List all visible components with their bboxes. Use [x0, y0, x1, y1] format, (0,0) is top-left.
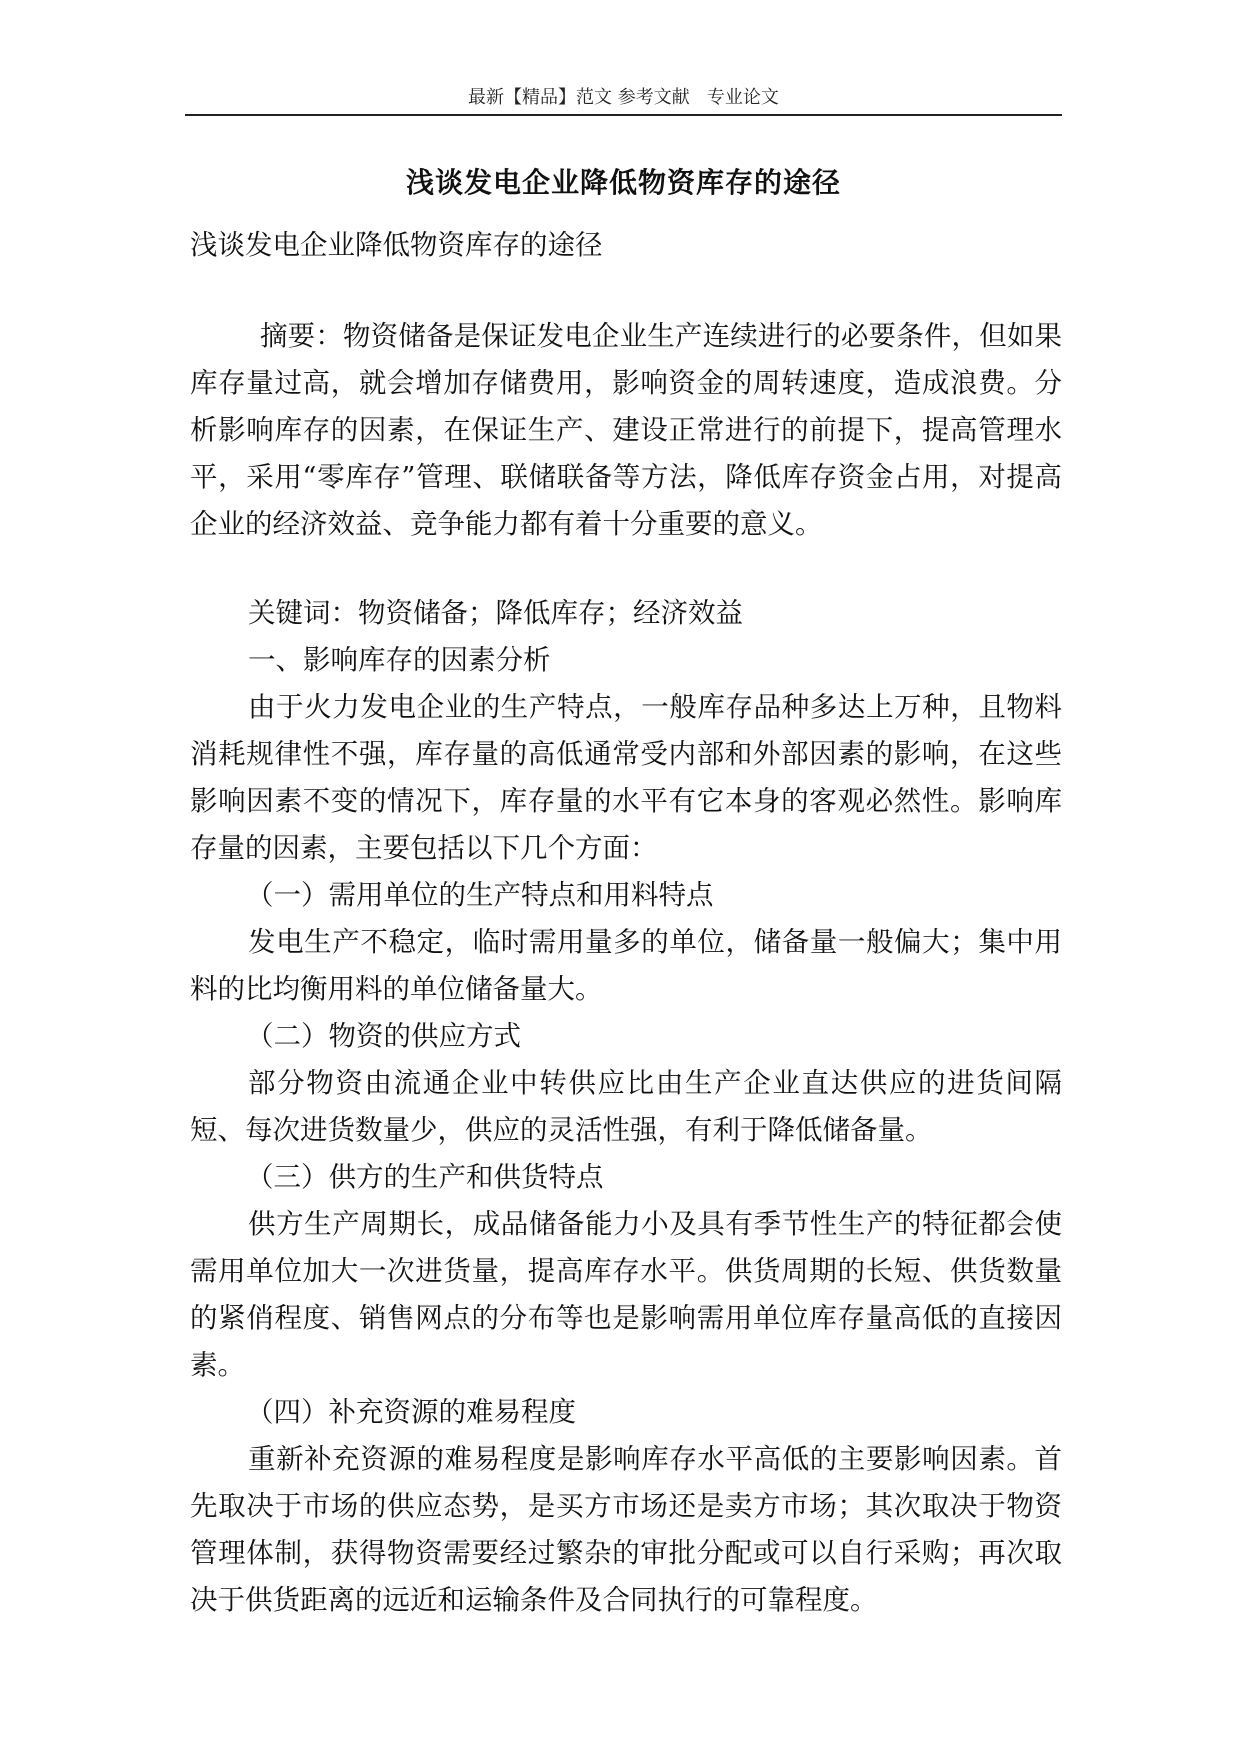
subsection-paragraph: 重新补充资源的难易程度是影响库存水平高低的主要影响因素。首先取决于市场的供应态势，是买方市场还是卖方市场；其次取决于物资管理体制，获得物资需要经过繁杂的审批分配或可以自行采购；再次取决于供货距离的远近和运输条件及合同执行的可靠程度。: [190, 1443, 1062, 1616]
subsection-heading: （四）补充资源的难易程度: [246, 1396, 576, 1428]
subsection-paragraph: 发电生产不稳定，临时需用量多的单位，储备量一般偏大；集中用料的比均衡用料的单位储备量大。: [190, 926, 1062, 1005]
section-intro-paragraph: 由于火力发电企业的生产特点，一般库存品种多达上万种，且物料消耗规律性不强，库存量的高低通常受内部和外部因素的影响，在这些影响因素不变的情况下，库存量的水平有它本身的客观必然性。影响库存量的因素，主要包括以下几个方面：: [190, 691, 1062, 864]
abstract-paragraph: 摘要：物资储备是保证发电企业生产连续进行的必要条件，但如果库存量过高，就会增加存储费用，影响资金的周转速度，造成浪费。分析影响库存的因素，在保证生产、建设正常进行的前提下，提高管理水平，采用“零库存”管理、联储联备等方法，降低库存资金占用，对提高企业的经济效益、竞争能力都有着十分重要的意义。: [190, 320, 1062, 540]
document-subtitle: 浅谈发电企业降低物资库存的途径: [190, 229, 603, 261]
section-heading: 一、影响库存的因素分析: [248, 644, 551, 676]
document-title: 浅谈发电企业降低物资库存的途径: [405, 166, 841, 199]
keywords-line: 关键词：物资储备；降低库存；经济效益: [248, 597, 743, 629]
page-header: 最新【精品】范文 参考文献 专业论文: [468, 87, 779, 108]
header-divider: [185, 114, 1062, 116]
subsection-paragraph: 部分物资由流通企业中转供应比由生产企业直达供应的进货间隔短、每次进货数量少，供应的灵活性强，有利于降低储备量。: [190, 1067, 1062, 1146]
subsection-heading: （二）物资的供应方式: [246, 1020, 521, 1052]
subsection-heading: （一）需用单位的生产特点和用料特点: [246, 879, 714, 911]
main-content: [190, 590, 1062, 1624]
subsection-paragraph: 供方生产周期长，成品储备能力小及具有季节性生产的特征都会使需用单位加大一次进货量，提高库存水平。供货周期的长短、供货数量的紧俏程度、销售网点的分布等也是影响需用单位库存量高低的直接因素。: [190, 1208, 1062, 1381]
subsection-heading: （三）供方的生产和供货特点: [246, 1161, 604, 1193]
